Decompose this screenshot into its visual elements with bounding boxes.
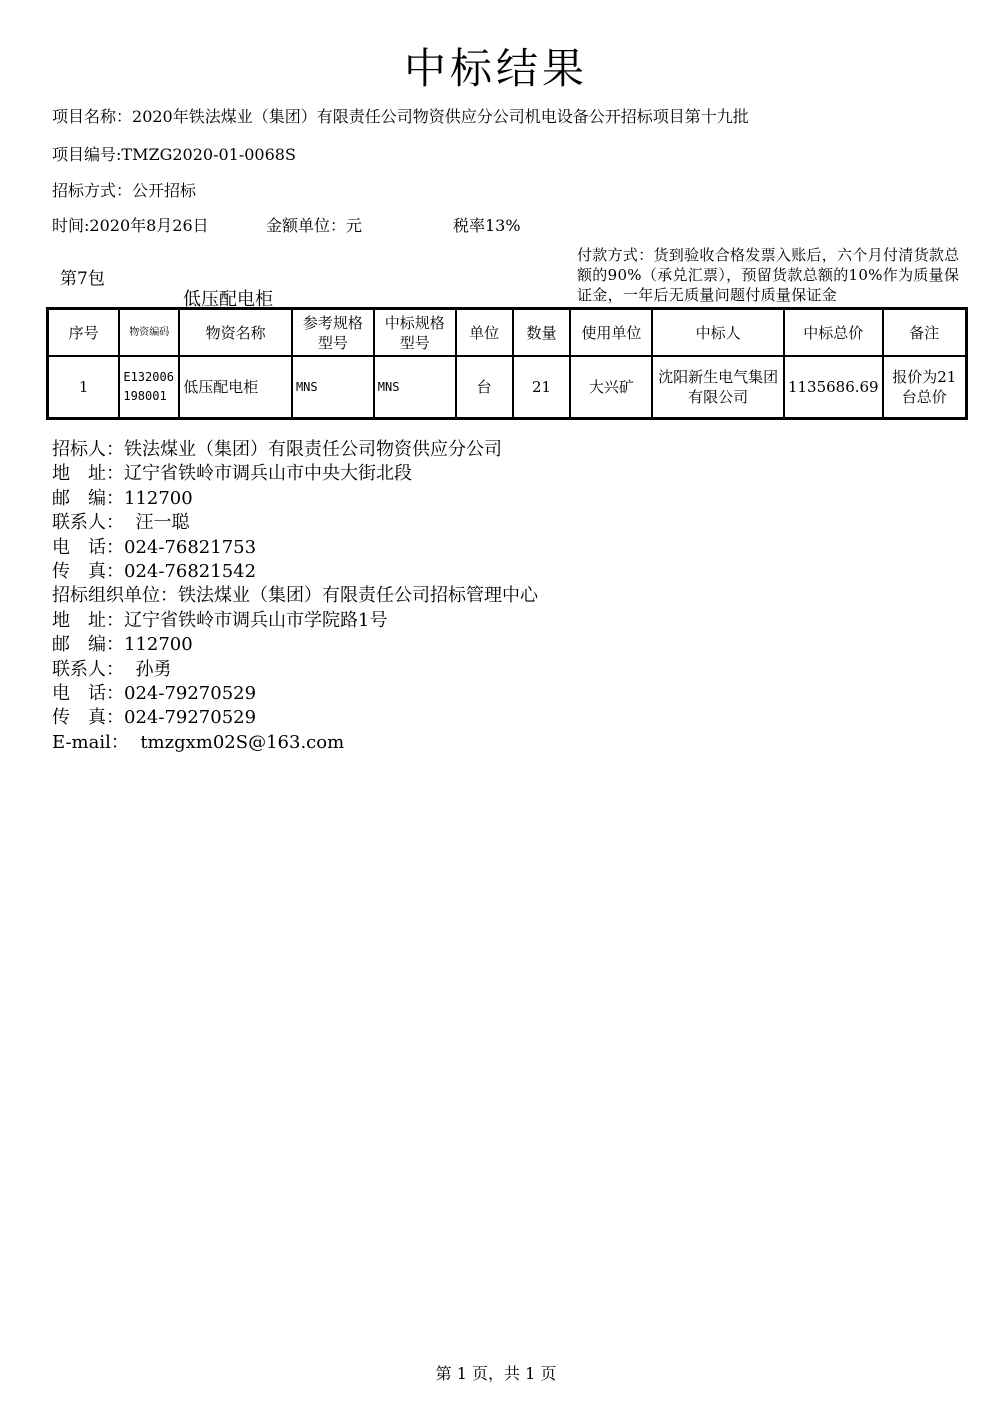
amount-unit: 元 — [346, 216, 363, 235]
phone: 024-76821753 — [124, 536, 257, 558]
col-remark: 备注 — [883, 309, 967, 357]
cell-material-code: E132006198001 — [119, 356, 179, 419]
zip-label: 邮 编： — [52, 487, 124, 509]
project-name-label: 项目名称： — [52, 107, 133, 126]
contact-label: 联系人： — [52, 512, 124, 534]
fax: 024-76821542 — [124, 561, 257, 583]
time-line — [52, 213, 209, 236]
agency-zip-line — [52, 633, 538, 657]
cell-ref-spec: MNS — [292, 356, 374, 419]
col-ref-spec: 参考规格型号 — [292, 309, 374, 357]
package-label: 第7包 — [60, 269, 105, 289]
col-material-name: 物资名称 — [179, 309, 292, 357]
agency-zip-label: 邮 编： — [52, 634, 124, 656]
email-label: E-mail： — [52, 731, 129, 753]
table-row — [48, 356, 967, 419]
tenderer-label: 招标人： — [52, 439, 124, 460]
project-number-label: 项目编号: — [52, 145, 122, 164]
project-name-line — [52, 104, 749, 127]
tenderer-line — [52, 438, 538, 462]
cell-qty: 21 — [513, 356, 571, 419]
phone-label: 电 话： — [52, 536, 124, 558]
cell-total: 1135686.69 — [784, 356, 883, 419]
cell-bid-spec: MNS — [374, 356, 456, 419]
address-line — [52, 462, 538, 486]
col-seq: 序号 — [48, 309, 120, 357]
cell-user-unit: 大兴矿 — [570, 356, 652, 419]
col-bid-spec: 中标规格型号 — [374, 309, 456, 357]
agency-contact-person: 孙勇 — [135, 658, 172, 680]
contact-info — [52, 438, 538, 755]
agency-contact-label: 联系人： — [52, 658, 124, 680]
agency-address-label: 地 址： — [52, 609, 124, 631]
agency-fax: 024-79270529 — [124, 707, 257, 729]
agency-label: 招标组织单位： — [52, 585, 178, 607]
project-number-line — [52, 142, 296, 165]
zip: 112700 — [124, 487, 193, 509]
cell-seq: 1 — [48, 356, 120, 419]
zip-line — [52, 487, 538, 511]
agency-address: 辽宁省铁岭市调兵山市学院路1号 — [124, 609, 388, 631]
project-name: 2020年铁法煤业（集团）有限责任公司物资供应分公司机电设备公开招标项目第十九批 — [132, 107, 749, 126]
col-user-unit: 使用单位 — [570, 309, 652, 357]
agency-address-line — [52, 609, 538, 633]
col-qty: 数量 — [513, 309, 571, 357]
amount-unit-label: 金额单位： — [266, 216, 347, 235]
page-title: 中标结果 — [403, 44, 588, 93]
amount-unit-line — [266, 213, 362, 236]
time-label: 时间: — [52, 216, 90, 235]
agency-fax-label: 传 真： — [52, 707, 124, 729]
agency-phone-label: 电 话： — [52, 683, 124, 705]
col-unit: 单位 — [456, 309, 513, 357]
page-footer: 第 1 页，共 1 页 — [435, 1364, 557, 1383]
tax-rate: 税率13% — [453, 216, 521, 235]
agency-phone: 024-79270529 — [124, 683, 257, 705]
bid-result-table — [46, 307, 968, 420]
agency-contact-line — [52, 658, 538, 682]
project-number: TMZG2020-01-0068S — [121, 145, 296, 164]
email-line — [52, 731, 538, 755]
contact-line — [52, 511, 538, 535]
tender-method-label: 招标方式： — [52, 181, 133, 200]
email: tmzgxm02S@163.com — [140, 731, 345, 753]
agency-zip: 112700 — [124, 634, 193, 656]
agency-line — [52, 584, 538, 608]
tender-method: 公开招标 — [132, 181, 197, 200]
cell-remark: 报价为21台总价 — [883, 356, 967, 419]
agency: 铁法煤业（集团）有限责任公司招标管理中心 — [178, 585, 538, 607]
fax-line — [52, 560, 538, 584]
address-label: 地 址： — [52, 463, 124, 485]
agency-phone-line — [52, 682, 538, 706]
cell-material-name: 低压配电柜 — [179, 356, 292, 419]
tenderer: 铁法煤业（集团）有限责任公司物资供应分公司 — [124, 439, 502, 460]
fax-label: 传 真： — [52, 561, 124, 583]
col-winner: 中标人 — [652, 309, 784, 357]
table-header-row — [48, 309, 967, 357]
address: 辽宁省铁岭市调兵山市中央大街北段 — [124, 463, 412, 485]
cell-winner: 沈阳新生电气集团有限公司 — [652, 356, 784, 419]
col-material-code: 物资编码 — [119, 309, 179, 357]
time-value: 2020年8月26日 — [89, 216, 209, 235]
payment-terms: 付款方式：货到验收合格发票入账后，六个月付清货款总额的90%（承兑汇票），预留货款总额的10%作为质量保证金，一年后无质量问题付质量保证金 — [577, 246, 960, 304]
phone-line — [52, 536, 538, 560]
package-name: 低压配电柜 — [183, 289, 273, 310]
cell-unit: 台 — [456, 356, 513, 419]
tender-method-line — [52, 178, 196, 201]
col-total: 中标总价 — [784, 309, 883, 357]
agency-fax-line — [52, 706, 538, 730]
contact-person: 汪一聪 — [135, 512, 190, 534]
